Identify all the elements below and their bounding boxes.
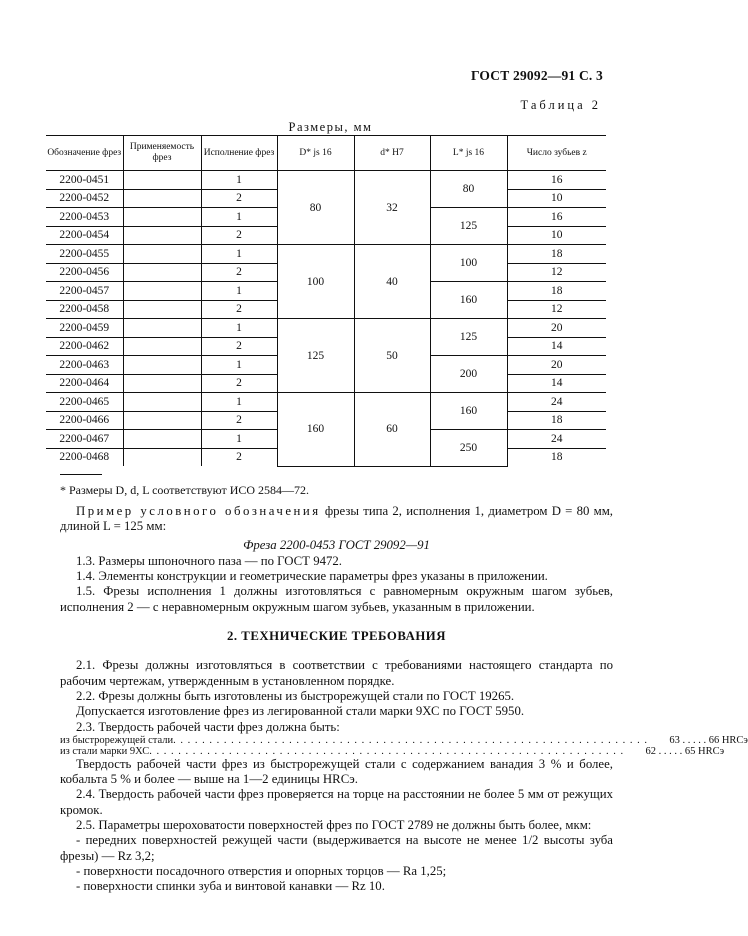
cell-code: 2200-0459 xyxy=(46,319,123,338)
cell-L: 160 xyxy=(430,393,507,430)
cell-code: 2200-0466 xyxy=(46,411,123,430)
cell-execution: 2 xyxy=(201,263,277,282)
roughness-bore: - поверхности посадочного отверстия и опорных торцов — Ra 1,25; xyxy=(76,863,447,878)
roughness-front: - передних поверхностей режущей части (выдерживается на высоте не менее 1/2 высоты зуба фрезы) — Rz 3,2; xyxy=(60,833,613,863)
cell-applicability xyxy=(123,337,201,356)
table-title: Размеры, мм xyxy=(288,120,373,134)
col-header-d: d* H7 xyxy=(354,136,430,171)
cell-applicability xyxy=(123,430,201,449)
table-row xyxy=(46,319,606,338)
cell-applicability xyxy=(123,208,201,227)
cell-teeth: 10 xyxy=(507,226,606,245)
cell-teeth: 20 xyxy=(507,319,606,338)
hardness-row-hss xyxy=(60,734,748,746)
cell-teeth: 16 xyxy=(507,171,606,190)
cell-execution: 1 xyxy=(201,282,277,301)
cell-execution: 2 xyxy=(201,226,277,245)
cell-applicability xyxy=(123,356,201,375)
cell-applicability xyxy=(123,300,201,319)
cell-code: 2200-0458 xyxy=(46,300,123,319)
cell-teeth: 12 xyxy=(507,263,606,282)
cell-teeth: 14 xyxy=(507,337,606,356)
cell-applicability xyxy=(123,226,201,245)
cell-teeth: 18 xyxy=(507,282,606,301)
cell-L: 125 xyxy=(430,208,507,245)
cell-execution: 2 xyxy=(201,374,277,393)
table-row xyxy=(46,393,606,412)
example-paragraph xyxy=(60,504,613,535)
cell-code: 2200-0452 xyxy=(46,189,123,208)
cell-d: 60 xyxy=(354,393,430,467)
cell-applicability xyxy=(123,245,201,264)
cell-code: 2200-0454 xyxy=(46,226,123,245)
hardness-row-9hs xyxy=(60,745,725,757)
cell-teeth: 14 xyxy=(507,374,606,393)
col-header-execution: Исполнение фрез xyxy=(201,136,277,171)
cell-teeth: 20 xyxy=(507,356,606,375)
clause-1-5: 1.5. Фрезы исполнения 1 должны изготовляться с равномерным окружным шагом зубьев, исполнения 2 — с неравномерным окружным шагом зубьев, указанным в приложении. xyxy=(60,584,613,614)
dimensions-table xyxy=(46,136,606,467)
cell-teeth: 12 xyxy=(507,300,606,319)
table-footnote: * Размеры D, d, L соответствуют ИСО 2584—72. xyxy=(60,483,310,497)
cell-code: 2200-0451 xyxy=(46,171,123,190)
cell-code: 2200-0463 xyxy=(46,356,123,375)
example-designation: Фреза 2200-0453 ГОСТ 29092—91 xyxy=(243,537,430,552)
dot-leader: . . . . . . . . . . . . . . . . . . . . . . . . . . . . . . . . . . . . . . . . . . . . . . . . . . . . . . . . . . . . . . . . . . xyxy=(149,745,625,757)
col-header-L: L* js 16 xyxy=(430,136,507,171)
cell-applicability xyxy=(123,171,201,190)
col-header-teeth: Число зубьев z xyxy=(507,136,606,171)
cell-code: 2200-0453 xyxy=(46,208,123,227)
cell-L: 200 xyxy=(430,356,507,393)
clause-2-2: 2.2. Фрезы должны быть изготовлены из быстрорежущей стали по ГОСТ 19265. xyxy=(76,688,515,703)
cell-d: 50 xyxy=(354,319,430,393)
cell-applicability xyxy=(123,393,201,412)
cell-execution: 1 xyxy=(201,319,277,338)
cell-code: 2200-0456 xyxy=(46,263,123,282)
cell-teeth: 18 xyxy=(507,245,606,264)
clause-2-1: 2.1. Фрезы должны изготовляться в соответствии с требованиями настоящего стандарта по рабочим чертежам, утвержденным в установленном порядке. xyxy=(60,658,613,688)
cell-applicability xyxy=(123,263,201,282)
clause-2-4: 2.4. Твердость рабочей части фрез проверяется на торце на расстоянии не более 5 мм от режущих кромок. xyxy=(60,787,613,817)
cell-code: 2200-0467 xyxy=(46,430,123,449)
roughness-back: - поверхности спинки зуба и винтовой канавки — Rz 10. xyxy=(76,879,385,894)
clause-2-2-note: Допускается изготовление фрез из легированной стали марки 9ХС по ГОСТ 5950. xyxy=(76,704,525,719)
page-header: ГОСТ 29092—91 С. 3 xyxy=(470,68,603,83)
cell-teeth: 18 xyxy=(507,448,606,466)
cell-D: 125 xyxy=(277,319,354,393)
clause-2-3: 2.3. Твердость рабочей части фрез должна быть: xyxy=(76,719,340,734)
clause-2-5: 2.5. Параметры шероховатости поверхностей фрез по ГОСТ 2789 не должны быть более, мкм: xyxy=(76,818,592,833)
cell-code: 2200-0462 xyxy=(46,337,123,356)
col-header-code: Обозначение фрез xyxy=(46,136,123,171)
cell-L: 160 xyxy=(430,282,507,319)
cell-code: 2200-0464 xyxy=(46,374,123,393)
dot-leader: . . . . . . . . . . . . . . . . . . . . . . . . . . . . . . . . . . . . . . . . . . . . . . . . . . . . . . . . . . . . . . . . . . xyxy=(173,734,648,746)
cell-code: 2200-0457 xyxy=(46,282,123,301)
hardness-9hs-label: из стали марки 9ХС xyxy=(60,745,150,757)
cell-applicability xyxy=(123,319,201,338)
cell-code: 2200-0465 xyxy=(46,393,123,412)
cell-L: 80 xyxy=(430,171,507,208)
cell-applicability xyxy=(123,189,201,208)
cell-applicability xyxy=(123,282,201,301)
table-row xyxy=(46,171,606,190)
clause-2-3-note: Твердость рабочей части фрез из быстрорежущей стали с содержанием ванадия 3 % и более, кобальта 5 % и более — выше на 1—2 единицы HRCэ. xyxy=(60,756,613,787)
cell-execution: 1 xyxy=(201,208,277,227)
cell-execution: 2 xyxy=(201,337,277,356)
example-lead: Пример условного обозначения xyxy=(76,504,321,518)
cell-execution: 2 xyxy=(201,300,277,319)
example-text: фрезы типа 2, исполнения 1, диаметром D = 80 мм, длиной L = 125 мм: xyxy=(60,504,613,534)
cell-code: 2200-0468 xyxy=(46,448,123,466)
footnote-rule xyxy=(60,474,102,475)
cell-L: 125 xyxy=(430,319,507,356)
cell-execution: 2 xyxy=(201,411,277,430)
clause-1-4: 1.4. Элементы конструкции и геометрические параметры фрез указаны в приложении. xyxy=(76,569,548,584)
cell-L: 100 xyxy=(430,245,507,282)
cell-d: 40 xyxy=(354,245,430,319)
hardness-hss-value: 63 . . . . . 66 HRCэ xyxy=(669,734,748,746)
cell-teeth: 24 xyxy=(507,393,606,412)
section-2-title: 2. ТЕХНИЧЕСКИЕ ТРЕБОВАНИЯ xyxy=(227,629,446,644)
body-text xyxy=(60,504,748,895)
col-header-D: D* js 16 xyxy=(277,136,354,171)
cell-teeth: 16 xyxy=(507,208,606,227)
cell-execution: 1 xyxy=(201,171,277,190)
table-row xyxy=(46,245,606,264)
cell-teeth: 18 xyxy=(507,411,606,430)
cell-execution: 2 xyxy=(201,189,277,208)
cell-execution: 1 xyxy=(201,393,277,412)
cell-D: 160 xyxy=(277,393,354,467)
cell-teeth: 24 xyxy=(507,430,606,449)
cell-applicability xyxy=(123,411,201,430)
cell-execution: 1 xyxy=(201,430,277,449)
cell-execution: 2 xyxy=(201,448,277,466)
cell-execution: 1 xyxy=(201,245,277,264)
cell-L: 250 xyxy=(430,430,507,467)
table-label: Таблица 2 xyxy=(520,98,601,112)
cell-applicability xyxy=(123,448,201,466)
cell-code: 2200-0455 xyxy=(46,245,123,264)
clause-1-3: 1.3. Размеры шпоночного паза — по ГОСТ 9472. xyxy=(76,553,342,568)
hardness-9hs-value: 62 . . . . . 65 HRCэ xyxy=(645,745,725,757)
cell-d: 32 xyxy=(354,171,430,245)
cell-execution: 1 xyxy=(201,356,277,375)
cell-D: 80 xyxy=(277,171,354,245)
cell-D: 100 xyxy=(277,245,354,319)
col-header-applicability: Применяемость фрез xyxy=(123,136,201,171)
cell-teeth: 10 xyxy=(507,189,606,208)
cell-applicability xyxy=(123,374,201,393)
hardness-hss-label: из быстрорежущей стали xyxy=(60,734,174,746)
